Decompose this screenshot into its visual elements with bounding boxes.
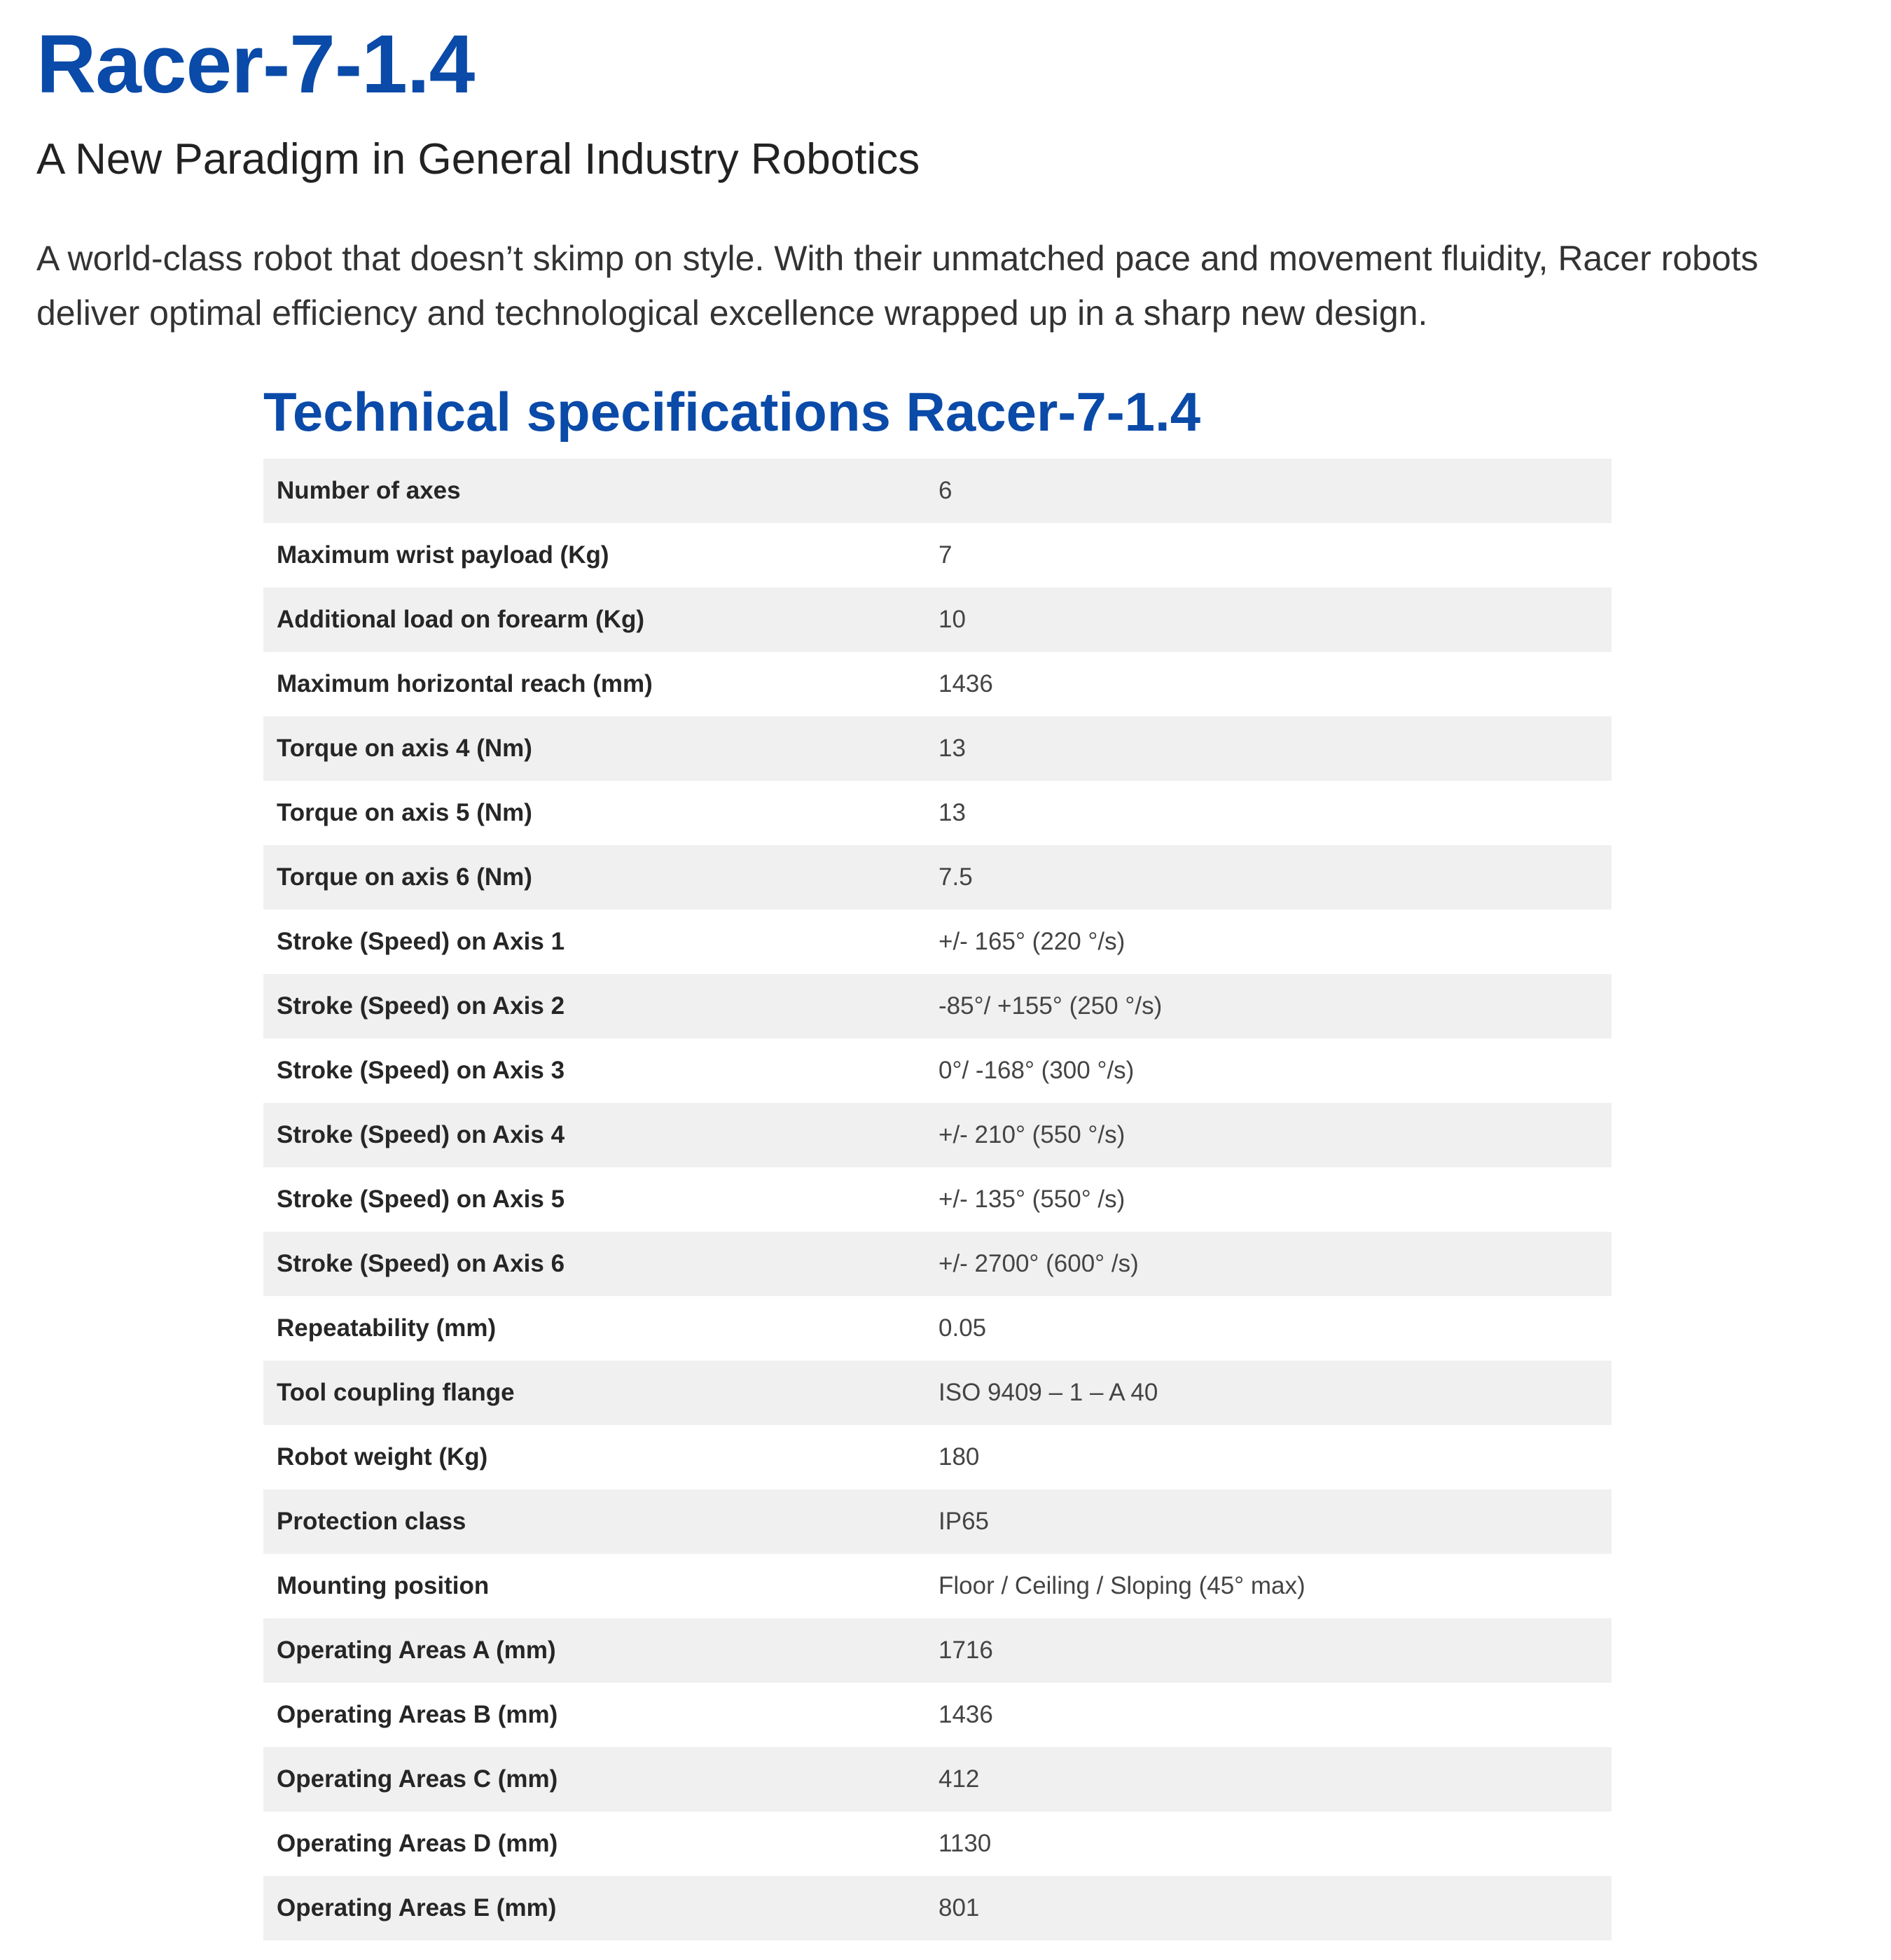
spec-value: 7 — [938, 523, 1612, 588]
spec-label: Maximum horizontal reach (mm) — [263, 652, 938, 716]
spec-label: Operating Areas C (mm) — [263, 1747, 938, 1812]
spec-label: Operating Areas D (mm) — [263, 1812, 938, 1876]
spec-label: Stroke (Speed) on Axis 5 — [263, 1167, 938, 1232]
spec-label: Mounting position — [263, 1554, 938, 1618]
spec-row-tool-flange — [263, 1361, 1612, 1425]
spec-value: Floor / Ceiling / Sloping (45° max) — [938, 1554, 1612, 1618]
spec-row-operating-area-d — [263, 1812, 1612, 1876]
spec-row-forearm-load — [263, 588, 1612, 652]
spec-value: +/- 135° (550° /s) — [938, 1167, 1612, 1232]
spec-row-repeatability — [263, 1296, 1612, 1361]
page-subtitle: A New Paradigm in General Industry Robotics — [36, 135, 920, 183]
spec-row-operating-area-c — [263, 1747, 1612, 1812]
spec-row-torque-axis-4 — [263, 716, 1612, 781]
spec-value: 7.5 — [938, 845, 1612, 910]
specs-table — [263, 459, 1612, 1940]
spec-row-operating-area-e — [263, 1876, 1612, 1940]
spec-value: 13 — [938, 781, 1612, 845]
spec-row-stroke-axis-2 — [263, 974, 1612, 1038]
spec-label: Tool coupling flange — [263, 1361, 938, 1425]
spec-row-stroke-axis-4 — [263, 1103, 1612, 1167]
spec-value: 801 — [938, 1876, 1612, 1940]
spec-row-operating-area-b — [263, 1683, 1612, 1747]
spec-value: 6 — [938, 459, 1612, 523]
spec-label: Robot weight (Kg) — [263, 1425, 938, 1489]
spec-label: Operating Areas A (mm) — [263, 1618, 938, 1683]
spec-label: Protection class — [263, 1489, 938, 1554]
spec-label: Stroke (Speed) on Axis 4 — [263, 1103, 938, 1167]
spec-label: Number of axes — [263, 459, 938, 523]
spec-value: +/- 165° (220 °/s) — [938, 910, 1612, 974]
spec-label: Torque on axis 5 (Nm) — [263, 781, 938, 845]
spec-row-torque-axis-6 — [263, 845, 1612, 910]
spec-row-robot-weight — [263, 1425, 1612, 1489]
spec-value: 1716 — [938, 1618, 1612, 1683]
spec-value: 180 — [938, 1425, 1612, 1489]
spec-row-number-of-axes — [263, 459, 1612, 523]
spec-label: Maximum wrist payload (Kg) — [263, 523, 938, 588]
spec-label: Repeatability (mm) — [263, 1296, 938, 1361]
spec-label: Operating Areas E (mm) — [263, 1876, 938, 1940]
spec-value: +/- 210° (550 °/s) — [938, 1103, 1612, 1167]
intro-paragraph: A world-class robot that doesn’t skimp on style. With their unmatched pace and movement fluidity, Racer robots deliver optimal efficiency and technological excellence wrapped up in a sharp new design. — [36, 239, 1759, 333]
spec-row-mounting-position — [263, 1554, 1612, 1618]
spec-row-stroke-axis-5 — [263, 1167, 1612, 1232]
spec-label: Torque on axis 4 (Nm) — [263, 716, 938, 781]
spec-value: -85°/ +155° (250 °/s) — [938, 974, 1612, 1038]
spec-value: ISO 9409 – 1 – A 40 — [938, 1361, 1612, 1425]
spec-label: Stroke (Speed) on Axis 3 — [263, 1038, 938, 1103]
spec-value: 13 — [938, 716, 1612, 781]
spec-label: Torque on axis 6 (Nm) — [263, 845, 938, 910]
spec-row-torque-axis-5 — [263, 781, 1612, 845]
spec-value: 10 — [938, 588, 1612, 652]
spec-value: +/- 2700° (600° /s) — [938, 1232, 1612, 1296]
page-title: Racer-7-1.4 — [36, 18, 475, 111]
spec-row-stroke-axis-6 — [263, 1232, 1612, 1296]
spec-label: Operating Areas B (mm) — [263, 1683, 938, 1747]
spec-value: 412 — [938, 1747, 1612, 1812]
spec-row-protection-class — [263, 1489, 1612, 1554]
spec-value: 1436 — [938, 1683, 1612, 1747]
spec-row-horizontal-reach — [263, 652, 1612, 716]
spec-label: Additional load on forearm (Kg) — [263, 588, 938, 652]
spec-value: 0°/ -168° (300 °/s) — [938, 1038, 1612, 1103]
specs-title: Technical specifications Racer-7-1.4 — [263, 381, 1201, 443]
spec-value: 1130 — [938, 1812, 1612, 1876]
spec-value: 1436 — [938, 652, 1612, 716]
spec-row-operating-area-a — [263, 1618, 1612, 1683]
spec-row-max-wrist-payload — [263, 523, 1612, 588]
spec-label: Stroke (Speed) on Axis 2 — [263, 974, 938, 1038]
spec-value: IP65 — [938, 1489, 1612, 1554]
spec-label: Stroke (Speed) on Axis 6 — [263, 1232, 938, 1296]
spec-row-stroke-axis-1 — [263, 910, 1612, 974]
spec-value: 0.05 — [938, 1296, 1612, 1361]
spec-row-stroke-axis-3 — [263, 1038, 1612, 1103]
spec-label: Stroke (Speed) on Axis 1 — [263, 910, 938, 974]
